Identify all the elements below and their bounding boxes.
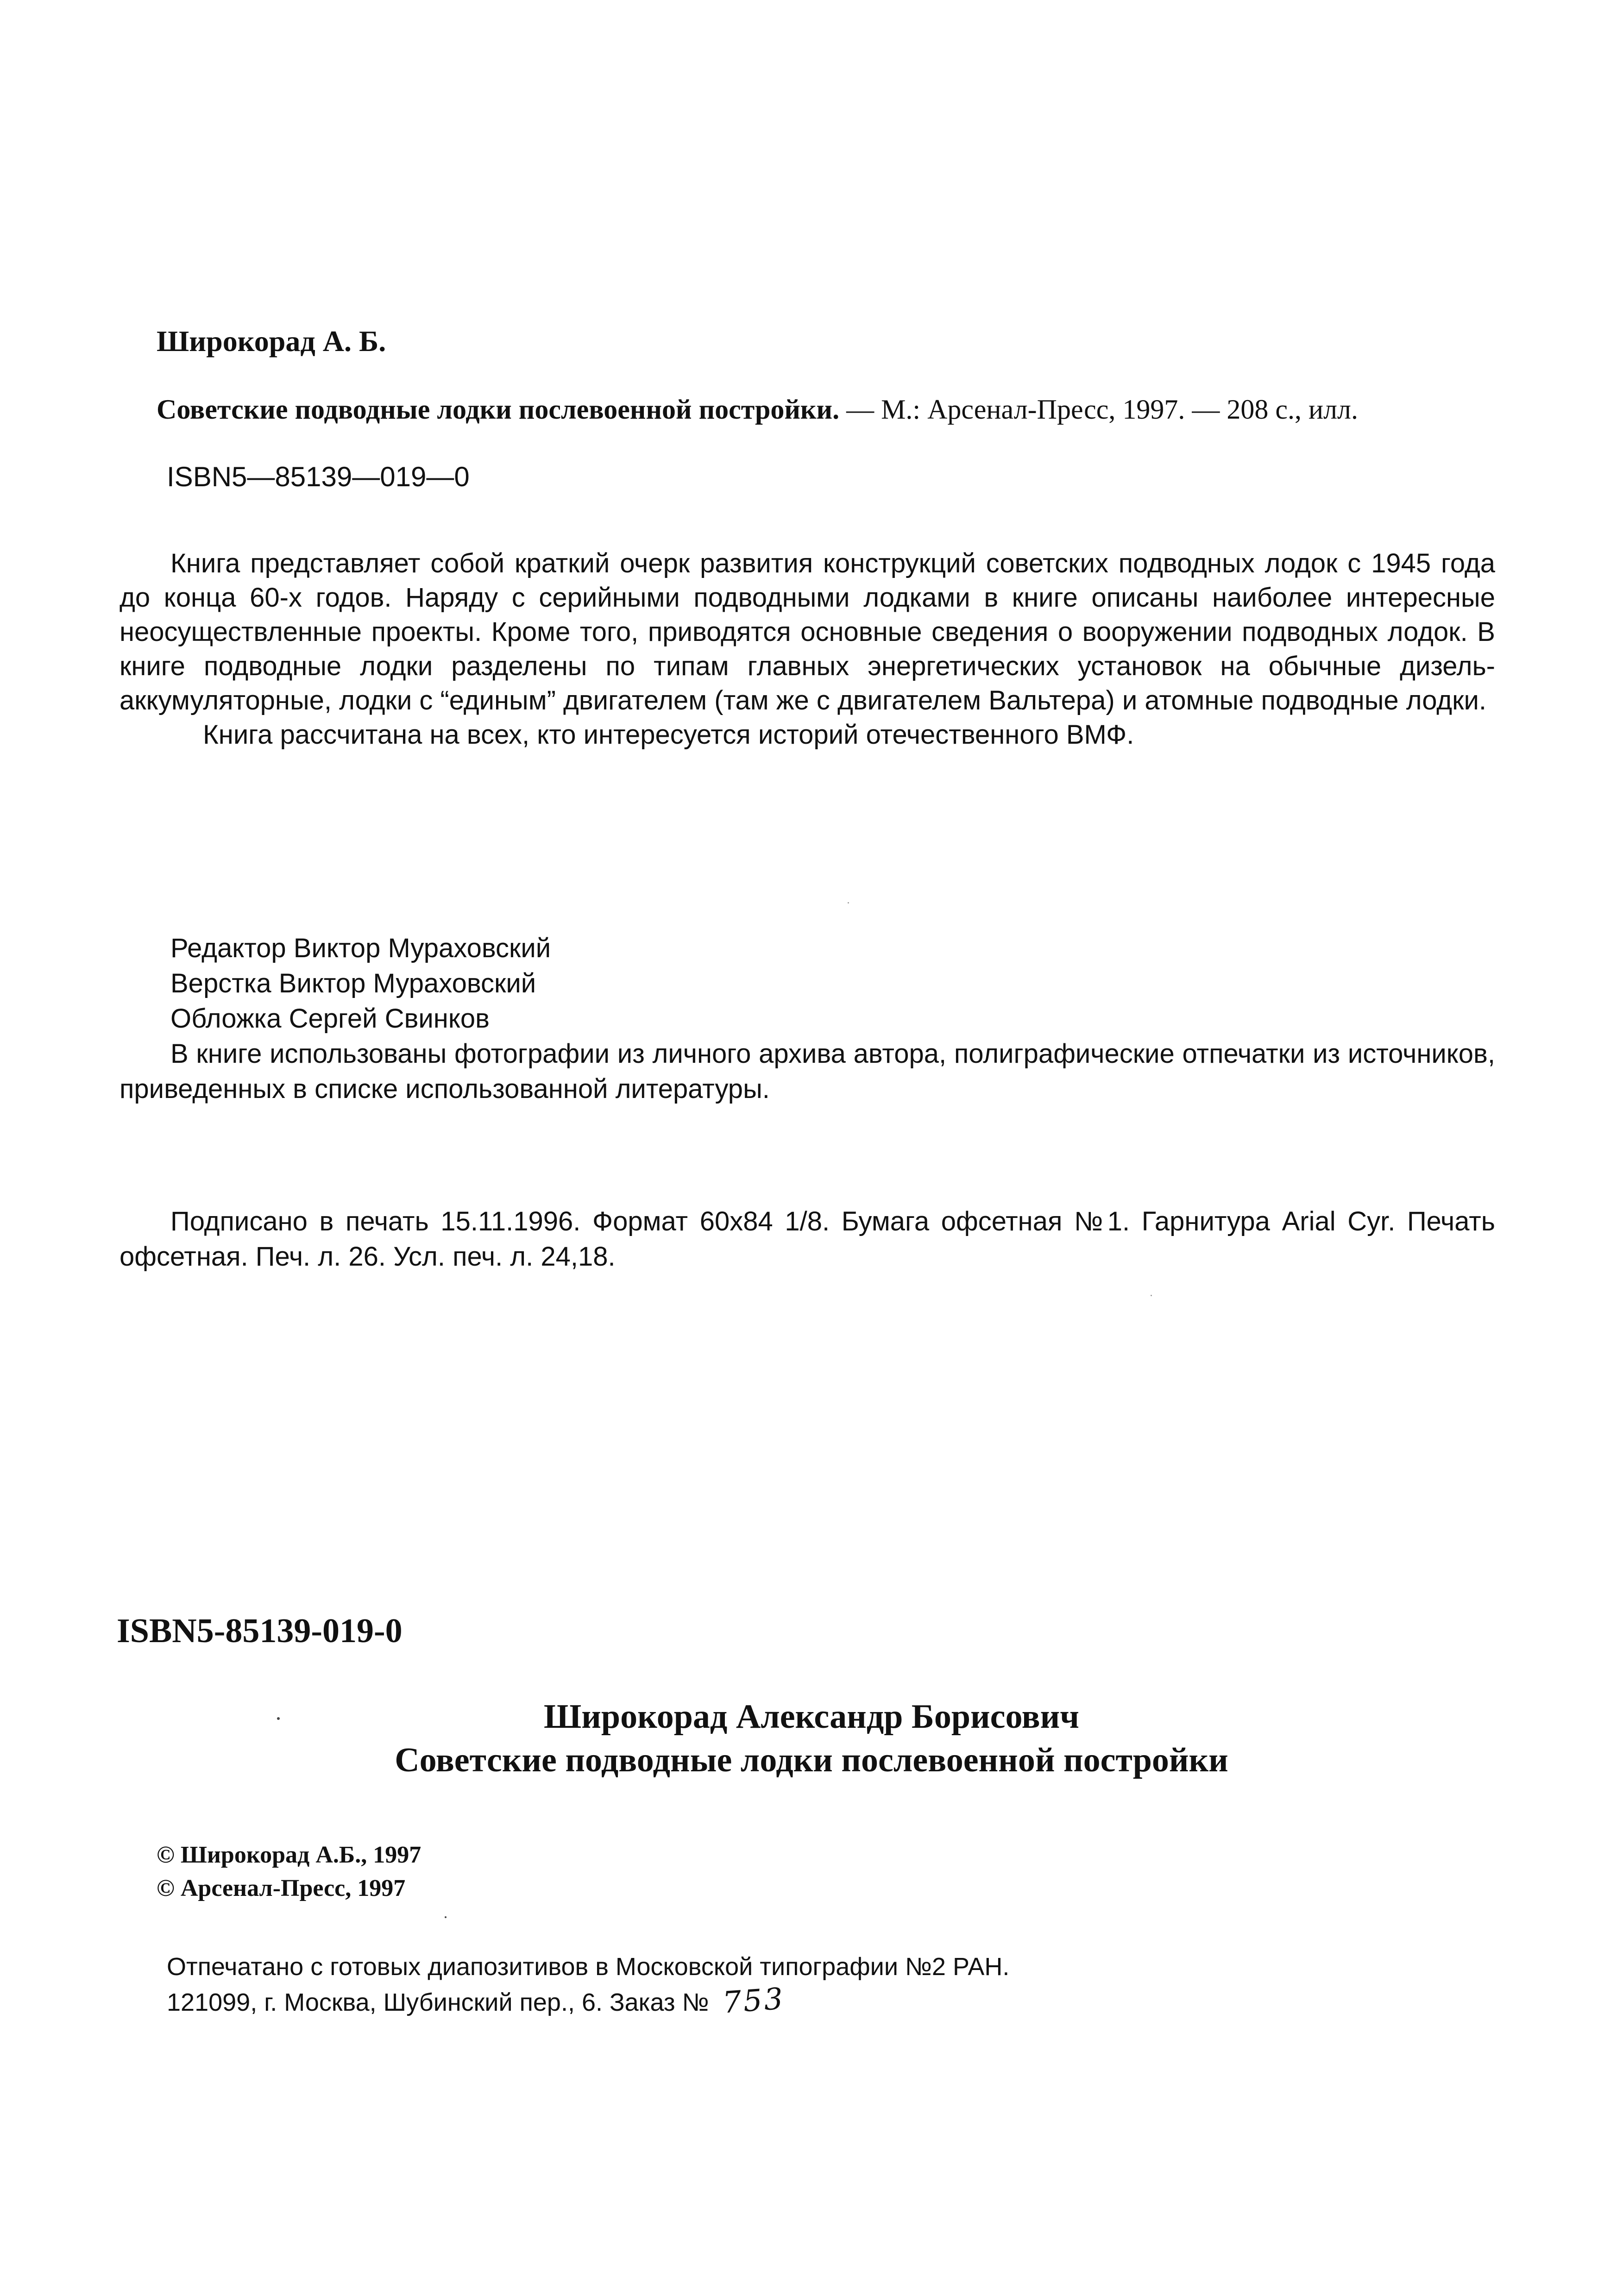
copyright-publisher: © Арсенал-Пресс, 1997 — [157, 1875, 406, 1901]
book-title: Советские подводные лодки послевоенной постройки. — [157, 394, 840, 425]
print-info-text: Подписано в печать 15.11.1996. Формат 60х84 1/8. Бумага офсетная №1. Гарнитура Arial Cyr. Печать офсетная. Печ. л. 26. Усл. печ. л. 24,18. — [120, 1206, 1495, 1272]
scan-speck — [1151, 1295, 1152, 1296]
scan-speck — [445, 1916, 447, 1918]
annotation — [120, 546, 1495, 752]
copyright — [157, 1838, 421, 1905]
printer-address-text: 121099, г. Москва, Шубинский пер., 6. Заказ № — [167, 1989, 716, 2016]
annotation-paragraph: Книга представляет собой краткий очерк развития конструкций советских подводных лодок с 1945 года до конца 60-х годов. Наряду с серийными подводными лодками в книге описаны наиболее интересные неосуществленные проекты. Кроме того, приводятся основные сведения о вооружении подводных лодок. В книге подводные лодки разделены по типам главных энергетических установок на обычные дизель-аккумуляторные, лодки с “единым” двигателем (там же с двигателем Вальтера) и атомные подводные лодки. — [120, 548, 1495, 715]
printer-address — [167, 1984, 1009, 2020]
handwritten-order-number: 753 — [721, 1982, 786, 2020]
credit-layout: Верстка Виктор Мураховский — [170, 968, 536, 998]
book-title-center: Советские подводные лодки послевоенной постройки — [395, 1741, 1228, 1779]
scan-speck — [848, 902, 849, 903]
copyright-author: © Широкорад А.Б., 1997 — [157, 1842, 421, 1868]
bibliographic-line — [157, 394, 1358, 426]
printer-info — [167, 1950, 1009, 2020]
author-full-name: Широкорад Александр Борисович — [544, 1698, 1079, 1736]
credit-photos: В книге использованы фотографии из личного архива автора, полиграфические отпечатки из источников, приведенных в списке использованной литературы. — [120, 1039, 1495, 1104]
credits — [120, 931, 1495, 1107]
credit-editor: Редактор Виктор Мураховский — [170, 933, 551, 963]
isbn-top: ISBN5—85139—019—0 — [167, 461, 470, 492]
scan-speck — [277, 1717, 280, 1720]
printer-line: Отпечатано с готовых диапозитивов в Московской типографии №2 РАН. — [167, 1953, 1010, 1981]
publication-details: — М.: Арсенал-Пресс, 1997. — 208 с., илл. — [839, 394, 1358, 425]
author-short: Широкорад А. Б. — [157, 325, 386, 358]
annotation-paragraph: Книга рассчитана на всех, кто интересуется историй отечественного ВМФ. — [203, 720, 1134, 750]
credit-cover: Обложка Сергей Свинков — [170, 1004, 490, 1034]
isbn-bottom: ISBN5-85139-019-0 — [117, 1612, 403, 1650]
print-info — [120, 1204, 1495, 1274]
center-title-block — [0, 1695, 1623, 1782]
